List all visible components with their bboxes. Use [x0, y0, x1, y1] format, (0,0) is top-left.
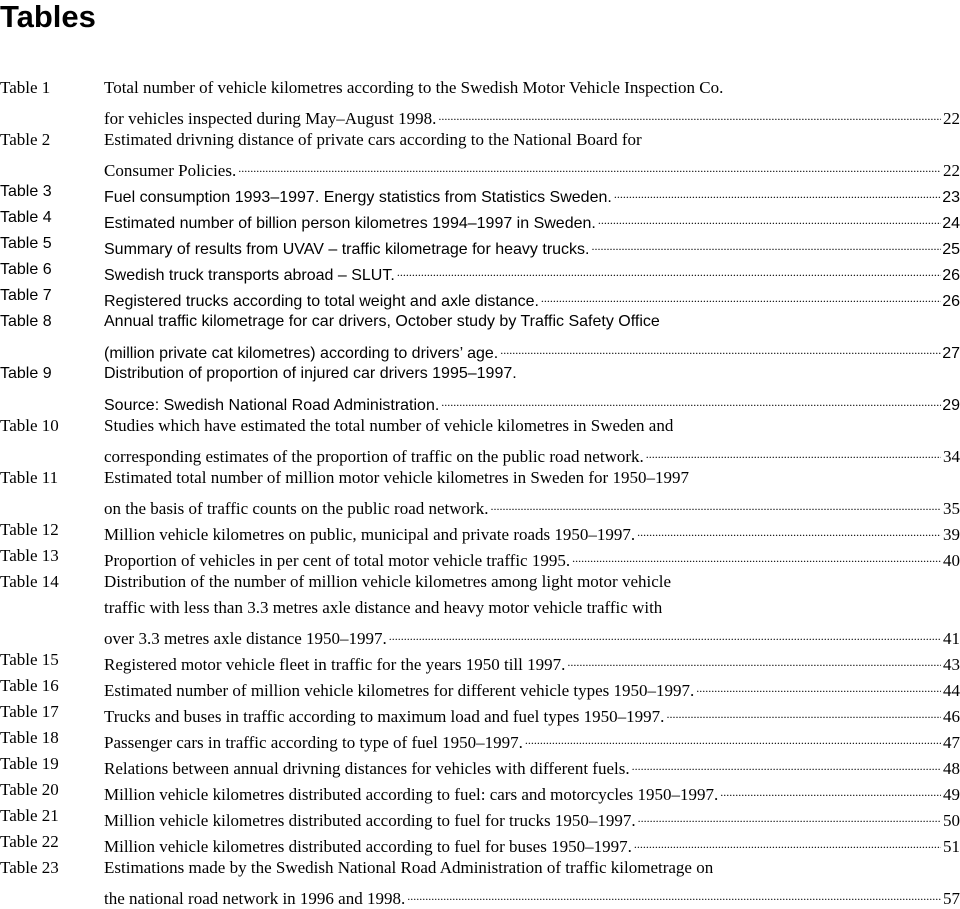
toc-entry-title: Studies which have estimated the total number of vehicle kilometres in Sweden and — [104, 416, 674, 435]
toc-entry-line — [104, 155, 960, 180]
toc-entry-title: Relations between annual drivning distances for vehicles with different fuels. — [104, 759, 630, 778]
toc-entry-page-number[interactable]: 47 — [943, 733, 960, 752]
toc-entry-body — [104, 181, 960, 206]
toc-entry[interactable] — [0, 467, 960, 518]
toc-entry-title: Summary of results from UVAV – traffic kilometrage for heavy trucks. — [104, 241, 590, 258]
dot-leader — [389, 623, 941, 644]
toc-entry-page-number[interactable]: 26 — [942, 267, 960, 284]
toc-entry-title: Estimations made by the Swedish National Road Administration of traffic kilometrage on — [104, 858, 714, 877]
toc-entry-label: Table 12 — [0, 520, 59, 539]
toc-entry-label: Table 7 — [0, 287, 52, 304]
toc-entry-body — [104, 77, 960, 128]
toc-entry[interactable] — [0, 675, 960, 700]
toc-entry-page-number[interactable]: 26 — [942, 293, 960, 310]
toc-entry[interactable] — [0, 753, 960, 778]
toc-entry-body — [104, 571, 960, 648]
toc-entry-page-number[interactable]: 39 — [943, 525, 960, 544]
toc-entry-label: Table 6 — [0, 261, 52, 278]
toc-entry-line — [104, 701, 960, 726]
toc-entry-line — [104, 181, 960, 206]
dot-leader — [632, 753, 941, 774]
toc-entry-body — [104, 779, 960, 804]
toc-entry-line — [104, 129, 960, 150]
toc-entry-title: Total number of vehicle kilometres according to the Swedish Motor Vehicle Inspection Co. — [104, 78, 724, 97]
toc-entry-label: Table 9 — [0, 365, 52, 382]
toc-entry-page-number[interactable]: 48 — [943, 759, 960, 778]
toc-entry-title: Swedish truck transports abroad – SLUT. — [104, 267, 395, 284]
toc-entry-title: corresponding estimates of the proportion of traffic on the public road network. — [104, 447, 644, 466]
toc-entry-title: the national road network in 1996 and 1998. — [104, 889, 406, 908]
toc-entry-line — [104, 779, 960, 804]
toc-entry[interactable] — [0, 857, 960, 908]
toc-entry-line — [104, 597, 960, 618]
toc-entry-line — [104, 259, 960, 284]
toc-entry-line — [104, 337, 960, 362]
toc-entry-page-number[interactable]: 27 — [942, 345, 960, 362]
toc-entry[interactable] — [0, 805, 960, 830]
toc-entry-title: Estimated drivning distance of private cars according to the National Board for — [104, 130, 642, 149]
dot-leader — [500, 337, 941, 358]
toc-entry-body — [104, 467, 960, 518]
toc-entry-label: Table 14 — [0, 572, 59, 591]
dot-leader — [614, 181, 941, 202]
toc-entry-body — [104, 649, 960, 674]
toc-entry-title: Million vehicle kilometres distributed according to fuel: cars and motorcycles 1950–1997. — [104, 785, 719, 804]
toc-entry[interactable] — [0, 519, 960, 544]
toc-entry-body — [104, 545, 960, 570]
toc-entry-line — [104, 441, 960, 466]
toc-entry-label: Table 20 — [0, 780, 59, 799]
dot-leader — [637, 519, 941, 540]
dot-leader — [591, 233, 941, 254]
toc-entry-line — [104, 77, 960, 98]
toc-entry[interactable] — [0, 207, 960, 232]
toc-entry[interactable] — [0, 311, 960, 362]
toc-entry-label: Table 10 — [0, 416, 59, 435]
toc-entry-label: Table 17 — [0, 702, 59, 721]
dot-leader — [490, 493, 941, 514]
toc-entry-label: Table 21 — [0, 806, 59, 825]
toc-entry-page-number[interactable]: 44 — [943, 681, 960, 700]
toc-entry-page-number[interactable]: 40 — [943, 551, 960, 570]
toc-entry-line — [104, 233, 960, 258]
toc-entry-line — [104, 857, 960, 878]
toc-entry-title: for vehicles inspected during May–August 1998. — [104, 109, 437, 128]
toc-entry-title: Trucks and buses in traffic according to maximum load and fuel types 1950–1997. — [104, 707, 665, 726]
toc-entry-label: Table 22 — [0, 832, 59, 851]
toc-entry[interactable] — [0, 285, 960, 310]
toc-entry-body — [104, 363, 960, 414]
toc-entry-body — [104, 285, 960, 310]
toc-entry-body — [104, 753, 960, 778]
toc-entry-title: Consumer Policies. — [104, 161, 237, 180]
toc-entry[interactable] — [0, 545, 960, 570]
dot-leader — [696, 675, 941, 696]
toc-entry-line — [104, 415, 960, 436]
toc-entry-body — [104, 701, 960, 726]
toc-entry[interactable] — [0, 831, 960, 856]
toc-entry[interactable] — [0, 233, 960, 258]
dot-leader — [666, 701, 941, 722]
toc-entry-title: over 3.3 metres axle distance 1950–1997. — [104, 629, 387, 648]
dot-leader — [638, 805, 941, 826]
toc-entry-title: on the basis of traffic counts on the public road network. — [104, 499, 489, 518]
toc-entry[interactable] — [0, 727, 960, 752]
toc-entry-line — [104, 623, 960, 648]
toc-entry-line — [104, 103, 960, 128]
toc-entry[interactable] — [0, 181, 960, 206]
toc-entry-title: Million vehicle kilometres distributed according to fuel for buses 1950–1997. — [104, 837, 632, 856]
toc-entry[interactable] — [0, 571, 960, 648]
toc-entry-title: Registered motor vehicle fleet in traffic for the years 1950 till 1997. — [104, 655, 566, 674]
toc-entry-page-number[interactable]: 24 — [942, 215, 960, 232]
dot-leader — [541, 285, 941, 306]
toc-entry-title: Passenger cars in traffic according to type of fuel 1950–1997. — [104, 733, 523, 752]
toc-entry-page-number[interactable]: 50 — [943, 811, 960, 830]
toc-entry-page-number[interactable]: 41 — [943, 629, 960, 648]
toc-entry-line — [104, 363, 960, 384]
toc-entry-title: Proportion of vehicles in per cent of total motor vehicle traffic 1995. — [104, 551, 571, 570]
toc-entry-title: traffic with less than 3.3 metres axle distance and heavy motor vehicle traffic with — [104, 598, 663, 617]
toc-entry-title: Estimated number of billion person kilometres 1994–1997 in Sweden. — [104, 215, 596, 232]
toc-entry[interactable] — [0, 649, 960, 674]
toc-entry-title: Estimated number of million vehicle kilometres for different vehicle types 1950–1997. — [104, 681, 695, 700]
toc-entry-line — [104, 571, 960, 592]
toc-entry[interactable] — [0, 701, 960, 726]
toc-entry-title: Registered trucks according to total weight and axle distance. — [104, 293, 539, 310]
toc-entry-body — [104, 727, 960, 752]
toc-entry-line — [104, 675, 960, 700]
dot-leader — [397, 259, 941, 280]
toc-entry-line — [104, 519, 960, 544]
toc-entry-page-number[interactable]: 34 — [943, 447, 960, 466]
toc-entry-title: Million vehicle kilometres on public, municipal and private roads 1950–1997. — [104, 525, 636, 544]
toc-entry-body — [104, 129, 960, 180]
toc-entry-label: Table 13 — [0, 546, 59, 565]
table-of-contents — [0, 77, 960, 909]
toc-entry-page-number[interactable]: 49 — [943, 785, 960, 804]
toc-entry-label: Table 11 — [0, 468, 59, 487]
dot-leader — [572, 545, 941, 566]
toc-entry-label: Table 4 — [0, 209, 52, 226]
toc-entry-line — [104, 311, 960, 332]
toc-entry[interactable] — [0, 77, 960, 128]
toc-entry-page-number[interactable]: 22 — [943, 161, 960, 180]
toc-entry-title: Fuel consumption 1993–1997. Energy statistics from Statistics Sweden. — [104, 189, 612, 206]
page-title: Tables — [0, 0, 96, 34]
toc-entry-line — [104, 805, 960, 830]
toc-entry-body — [104, 805, 960, 830]
dot-leader — [598, 207, 941, 228]
toc-entry-page-number[interactable]: 43 — [943, 655, 960, 674]
toc-entry-page-number[interactable]: 23 — [942, 189, 960, 206]
dot-leader — [634, 831, 941, 852]
toc-entry-line — [104, 753, 960, 778]
toc-entry-line — [104, 493, 960, 518]
toc-entry-line — [104, 207, 960, 232]
dot-leader — [567, 649, 941, 670]
toc-entry-body — [104, 259, 960, 284]
toc-entry-title: Source: Swedish National Road Administration. — [104, 397, 440, 414]
toc-entry-page-number[interactable]: 35 — [943, 499, 960, 518]
toc-entry[interactable] — [0, 259, 960, 284]
toc-entry-page-number[interactable]: 29 — [942, 397, 960, 414]
toc-entry-body — [104, 311, 960, 362]
toc-entry-label: Table 8 — [0, 313, 52, 330]
toc-entry-label: Table 15 — [0, 650, 59, 669]
toc-entry-page-number[interactable]: 57 — [943, 889, 960, 908]
toc-entry-title: Estimated total number of million motor vehicle kilometres in Sweden for 1950–1997 — [104, 468, 689, 487]
dot-leader — [646, 441, 941, 462]
toc-entry-label: Table 1 — [0, 78, 51, 97]
toc-entry[interactable] — [0, 415, 960, 466]
dot-leader — [441, 389, 941, 410]
toc-entry-line — [104, 649, 960, 674]
toc-entry-page-number[interactable]: 25 — [942, 241, 960, 258]
toc-entry-body — [104, 207, 960, 232]
toc-entry-title: Million vehicle kilometres distributed according to fuel for trucks 1950–1997. — [104, 811, 636, 830]
toc-entry-line — [104, 467, 960, 488]
toc-entry-label: Table 2 — [0, 130, 51, 149]
toc-entry-page-number[interactable]: 46 — [943, 707, 960, 726]
toc-entry-label: Table 18 — [0, 728, 59, 747]
toc-entry-body — [104, 233, 960, 258]
dot-leader — [720, 779, 941, 800]
toc-entry-label: Table 19 — [0, 754, 59, 773]
toc-entry-body — [104, 857, 960, 908]
toc-entry-title: Annual traffic kilometrage for car drivers, October study by Traffic Safety Office — [104, 313, 660, 330]
toc-entry-label: Table 23 — [0, 858, 59, 877]
toc-entry[interactable] — [0, 363, 960, 414]
toc-entry-label: Table 16 — [0, 676, 59, 695]
toc-entry-line — [104, 285, 960, 310]
toc-entry-line — [104, 545, 960, 570]
toc-entry-title: Distribution of the number of million vehicle kilometres among light motor vehicle — [104, 572, 672, 591]
toc-entry-line — [104, 727, 960, 752]
toc-entry-label: Table 3 — [0, 183, 52, 200]
toc-entry-line — [104, 831, 960, 856]
toc-entry-body — [104, 831, 960, 856]
toc-entry-body — [104, 415, 960, 466]
toc-entry-title: (million private cat kilometres) according to drivers’ age. — [104, 345, 499, 362]
toc-entry-title: Distribution of proportion of injured car drivers 1995–1997. — [104, 365, 517, 382]
dot-leader — [525, 727, 941, 748]
toc-entry-page-number[interactable]: 51 — [943, 837, 960, 856]
toc-entry-page-number[interactable]: 22 — [943, 109, 960, 128]
toc-entry-body — [104, 675, 960, 700]
dot-leader — [407, 883, 941, 904]
dot-leader — [438, 103, 941, 124]
toc-entry-label: Table 5 — [0, 235, 52, 252]
toc-entry-body — [104, 519, 960, 544]
toc-entry[interactable] — [0, 129, 960, 180]
dot-leader — [238, 155, 941, 176]
toc-entry[interactable] — [0, 779, 960, 804]
toc-entry-line — [104, 883, 960, 908]
toc-entry-line — [104, 389, 960, 414]
